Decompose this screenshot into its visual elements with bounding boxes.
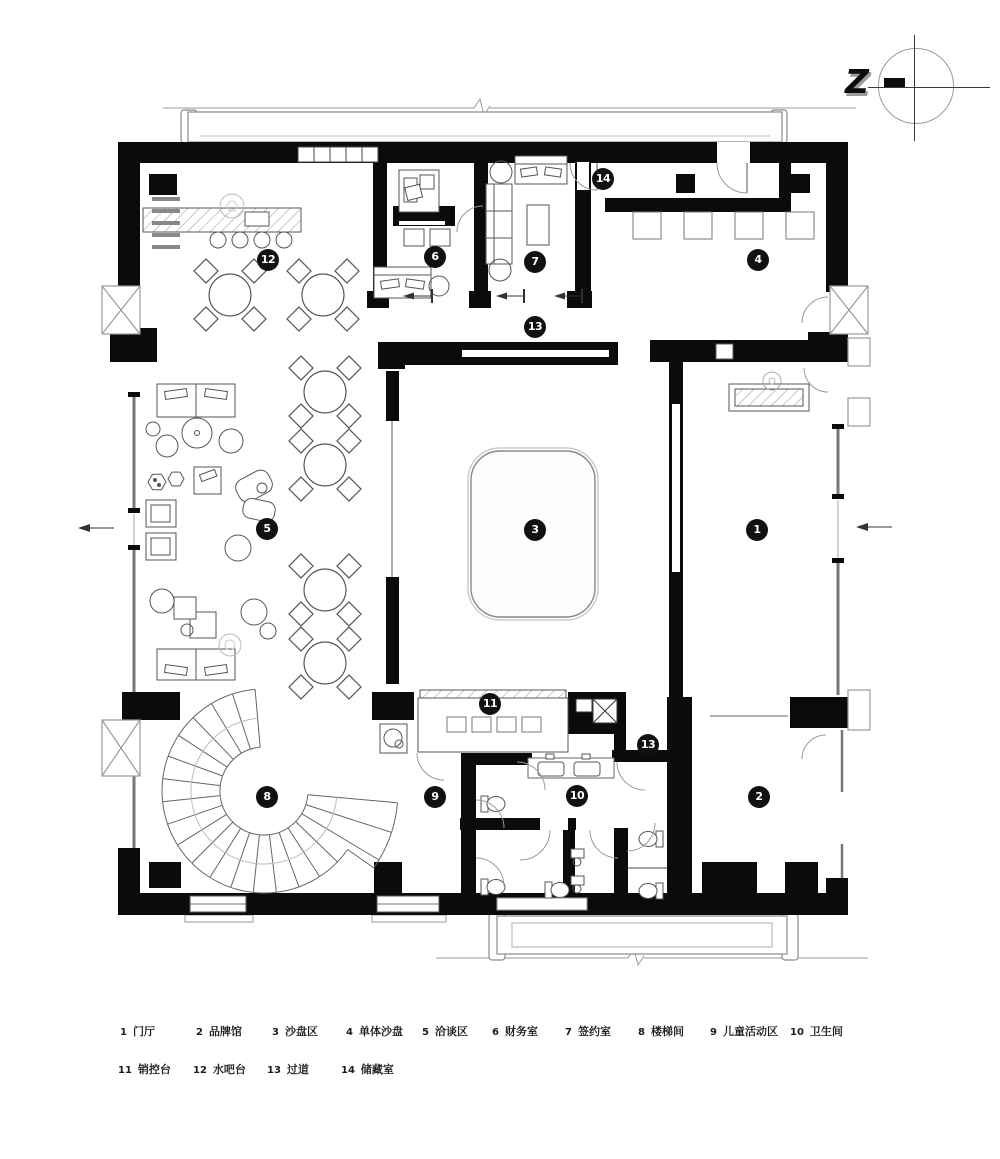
spiral-staircase [162, 689, 397, 893]
legend-item-5: 5 洽谈区 [422, 1025, 468, 1038]
model-tables [633, 212, 814, 239]
legend-item-14: 14 储藏室 [341, 1063, 394, 1076]
legend-item-7: 7 签约室 [565, 1025, 611, 1038]
compass-crosshair-icon [914, 35, 915, 141]
legend-item-6: 6 财务室 [492, 1025, 538, 1038]
legend-item-3: 3 沙盘区 [272, 1025, 318, 1038]
room-badge-7: 7 [524, 251, 546, 273]
canopy-bottom [185, 914, 868, 965]
room-badge-1: 1 [746, 519, 768, 541]
legend-item-12: 12 水吧台 [193, 1063, 246, 1076]
room-badge-12: 12 [257, 249, 279, 271]
room-badge-11: 11 [479, 693, 501, 715]
room-badge-8: 8 [256, 786, 278, 808]
reception-desk [729, 372, 809, 411]
room-badge-4: 4 [747, 249, 769, 271]
room-badge-14: 14 [592, 168, 614, 190]
legend-item-2: 2 品牌馆 [196, 1025, 242, 1038]
water-bar-counter [143, 194, 301, 249]
canopy-top [163, 99, 856, 143]
legend-item-10: 10 卫生间 [790, 1025, 843, 1038]
north-compass [840, 35, 980, 145]
compass-crosshair-icon [868, 87, 990, 88]
legend-item-8: 8 楼梯间 [638, 1025, 684, 1038]
room-badge-9: 9 [424, 786, 446, 808]
compass-bar-icon [884, 78, 905, 87]
legend-item-4: 4 单体沙盘 [346, 1025, 403, 1038]
legend-item-9: 9 儿童活动区 [710, 1025, 778, 1038]
room-badge-10: 10 [566, 785, 588, 807]
utility-fixture [380, 724, 407, 753]
room-badge-3: 3 [524, 519, 546, 541]
room-badge-13-b: 13 [637, 734, 659, 756]
north-label: Z [845, 62, 869, 101]
room-badge-6: 6 [424, 246, 446, 268]
room-badge-2: 2 [748, 786, 770, 808]
room-badge-13: 13 [524, 316, 546, 338]
legend-item-1: 1 门厅 [120, 1025, 155, 1038]
legend-item-11: 11 销控台 [118, 1063, 171, 1076]
legend-item-13: 13 过道 [267, 1063, 309, 1076]
room-badge-5: 5 [256, 518, 278, 540]
